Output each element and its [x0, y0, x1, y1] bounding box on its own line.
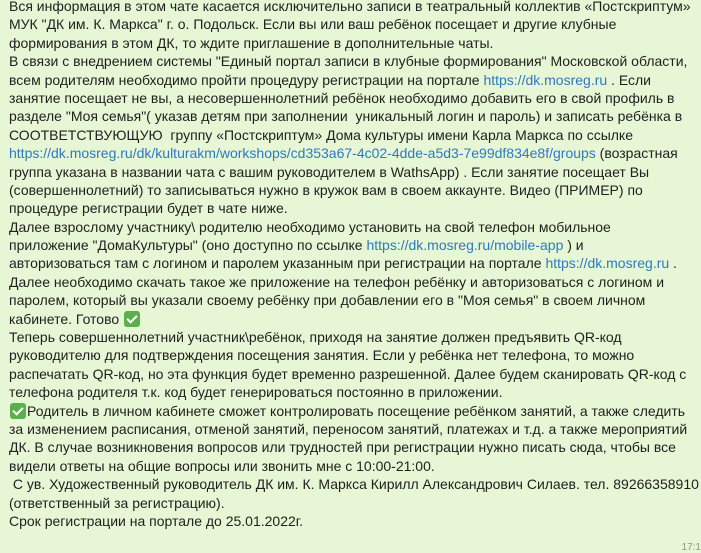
message-line: [9, 402, 693, 420]
message-line: [9, 236, 693, 254]
message-text-segment: кабинете. Готово: [9, 310, 124, 327]
message-text-segment: .: [669, 255, 677, 272]
message-text-segment: приложение "ДомаКультуры" (оно доступно по ссылке: [9, 237, 367, 254]
message-text-segment: В связи с внедрением системы "Единый портал записи в клубные формирования" Московской области,: [9, 53, 688, 70]
message-line: [9, 254, 693, 272]
message-line: [9, 52, 693, 70]
message-timestamp: 17:1: [681, 542, 701, 553]
message-text-segment: видели ответы на общие вопросы или звонить мне с 10:00-21:00.: [9, 457, 435, 474]
message-text-segment: всем родителям необходимо пройти процедуру регистрации на портале: [9, 71, 484, 88]
message-link[interactable]: https://dk.mosreg.ru/dk/kulturakm/workshops/cd353a67-4c02-4dde-a5d3-7e99df834e8f/groups: [9, 145, 596, 162]
message-text-segment: МУК "ДК им. К. Маркса" г. о. Подольск. Если вы или ваш ребёнок посещает и другие клубные: [9, 16, 617, 33]
message-line: [9, 218, 693, 236]
message-line: [9, 420, 693, 438]
message-line: [9, 494, 693, 512]
message-text-segment: Родитель в личном кабинете сможет контролировать посещение ребёнком занятий, а также следить: [27, 402, 686, 419]
message-link[interactable]: https://dk.mosreg.ru/mobile-app: [366, 237, 564, 254]
message-line: [9, 273, 693, 291]
message-line: [9, 144, 693, 162]
message-text: [9, 0, 699, 530]
message-line: [9, 457, 693, 475]
message-line: [9, 512, 693, 530]
message-text-segment: руководителю для подтверждения посещения занятия. Если у ребёнка нет телефона, то можно: [9, 347, 635, 364]
message-line: [9, 199, 693, 217]
message-line: [9, 163, 693, 181]
message-line: [9, 291, 693, 309]
message-text-segment: авторизоваться там с логином и паролем указанным при регистрации на портале: [9, 255, 546, 272]
message-line: [9, 0, 693, 15]
message-line: [9, 107, 693, 125]
message-line: [9, 365, 693, 383]
message-line: [9, 328, 693, 346]
message-link[interactable]: https://dk.mosreg.ru: [483, 71, 608, 88]
message-text-segment: Срок регистрации на портале до 25.01.2022г.: [9, 512, 304, 529]
message-line: [9, 383, 693, 401]
message-line: [9, 438, 693, 456]
message-text-segment: Далее взрослому участнику\ родителю необходимо установить на свой телефон мобильное: [9, 218, 611, 235]
message-line: [9, 126, 693, 144]
message-line: [9, 310, 693, 328]
check-mark-button-icon: [10, 403, 26, 419]
message-text-segment: Теперь совершеннолетний участник\ребёнок, приходя на занятие должен предъявить QR-код: [9, 329, 622, 346]
message-text-segment: СООТВЕТСТВУЮЩУЮ группу «Постскриптум» Дома культуры имени Карла Маркса по ссылке: [9, 126, 634, 143]
message-line: [9, 475, 699, 493]
message-text-segment: группа указана в названии чата с вашим руководителем в WathsApp) . Если занятие посещает Вы: [9, 163, 650, 180]
check-mark-button-icon: [124, 311, 140, 327]
message-text-segment: ) и: [563, 237, 584, 254]
message-link[interactable]: https://dk.mosreg.ru: [545, 255, 670, 272]
message-line: [9, 89, 693, 107]
message-line: [9, 15, 693, 33]
message-text-segment: (ответственный за регистрацию).: [9, 494, 225, 511]
message-text-segment: процедуре регистрации будет в чате ниже.: [9, 200, 288, 217]
message-line: [9, 181, 693, 199]
message-text-segment: (совершеннолетний) то записываться нужно в кружок вам в своем аккаунте. Видео (ПРИМЕР) по: [9, 181, 643, 198]
message-text-segment: С ув. Художественный руководитель ДК им. К. Маркса Кирилл Александрович Силаев. тел. 89266358910: [9, 476, 699, 493]
message-text-segment: Далее необходимо скачать такое же приложение на телефон ребёнку и авторизоваться с логином и: [9, 273, 665, 290]
message-text-segment: ДК. В случае возникновения вопросов или трудностей при регистрации нужно писать сюда, чтобы все: [9, 439, 676, 456]
message-text-segment: за изменением расписания, отменой занятий, переносом занятий, платежах и т.д. а также мероприятий: [9, 420, 688, 437]
message-text-segment: (возрастная: [595, 145, 678, 162]
message-line: [9, 346, 693, 364]
message-text-segment: паролем, который вы указали своему ребёнку при добавлении его в "Моя семья" в своем личном: [9, 292, 646, 309]
message-text-segment: занятие посещает не вы, а несовершеннолетний ребёнок необходимо добавить его в свой профиль в: [9, 89, 675, 106]
message-text-segment: формирования в этом ДК, то ждите приглашение в дополнительные чаты.: [9, 34, 494, 51]
message-text-segment: . Если: [607, 71, 651, 88]
message-text-segment: разделе "Моя семья"( указав детям при заполнении уникальный логин и пароль) и записать ребёнка в: [9, 108, 683, 125]
message-line: [9, 71, 693, 89]
message-line: [9, 34, 693, 52]
message-text-segment: Вся информация в этом чате касается исключительно записи в театральный коллектив «Постскриптум»: [9, 0, 691, 14]
message-text-segment: распечатать QR-код, но эта функция будет временно разрешенной. Далее будем сканировать QR-код с: [9, 365, 687, 382]
message-text-segment: телефона родителя т.к. код будет генерироваться постоянно в приложении.: [9, 384, 503, 401]
